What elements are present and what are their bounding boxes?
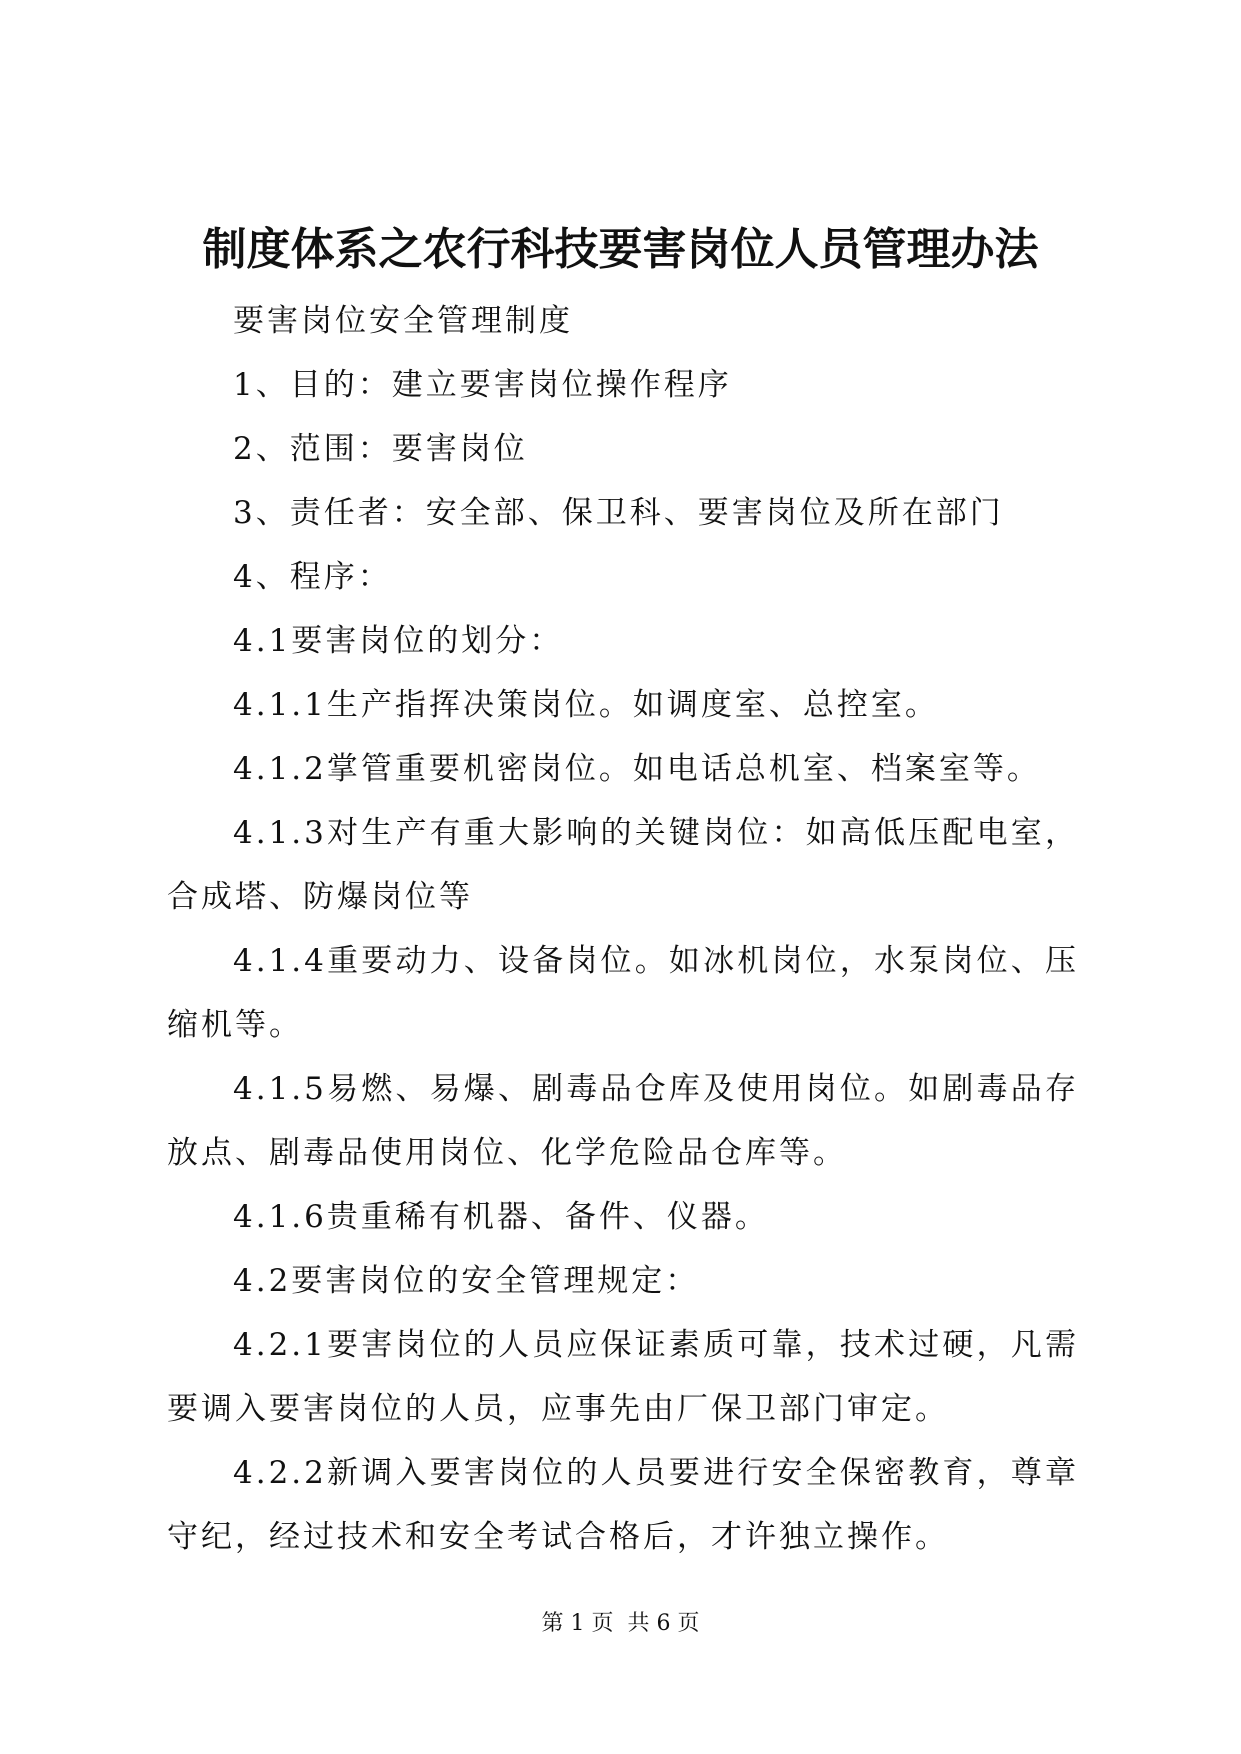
document-body bbox=[167, 289, 1079, 1569]
paragraph: 4.1.6贵重稀有机器、备件、仪器。 bbox=[233, 1199, 769, 1235]
paragraph: 4.1.3对生产有重大影响的关键岗位：如高低压配电室，合成塔、防爆岗位等 bbox=[167, 815, 1079, 915]
paragraph: 4.1.1生产指挥决策岗位。如调度室、总控室。 bbox=[233, 687, 939, 723]
paragraph: 4.2.2新调入要害岗位的人员要进行安全保密教育，尊章守纪，经过技术和安全考试合格后，才许独立操作。 bbox=[167, 1455, 1079, 1555]
paragraph: 4.2.1要害岗位的人员应保证素质可靠，技术过硬，凡需要调入要害岗位的人员，应事先由厂保卫部门审定。 bbox=[167, 1327, 1079, 1427]
paragraph: 4.1.2掌管重要机密岗位。如电话总机室、档案室等。 bbox=[233, 751, 1041, 787]
paragraph: 4.2要害岗位的安全管理规定： bbox=[233, 1263, 700, 1299]
paragraph: 4.1.4重要动力、设备岗位。如冰机岗位，水泵岗位、压缩机等。 bbox=[167, 943, 1079, 1043]
paragraph: 1、目的：建立要害岗位操作程序 bbox=[233, 367, 732, 403]
paragraph: 4、程序： bbox=[233, 559, 392, 595]
paragraph: 4.1要害岗位的划分： bbox=[233, 623, 564, 659]
paragraph: 3、责任者：安全部、保卫科、要害岗位及所在部门 bbox=[233, 495, 1004, 531]
paragraph: 2、范围：要害岗位 bbox=[233, 431, 528, 467]
paragraph: 4.1.5易燃、易爆、剧毒品仓库及使用岗位。如剧毒品存放点、剧毒品使用岗位、化学危险品仓库等。 bbox=[167, 1071, 1079, 1171]
document-title: 制度体系之农行科技要害岗位人员管理办法 bbox=[202, 224, 1039, 275]
paragraph: 要害岗位安全管理制度 bbox=[233, 303, 573, 339]
page-footer-indicator: 第 1 页 共 6 页 bbox=[541, 1611, 700, 1636]
